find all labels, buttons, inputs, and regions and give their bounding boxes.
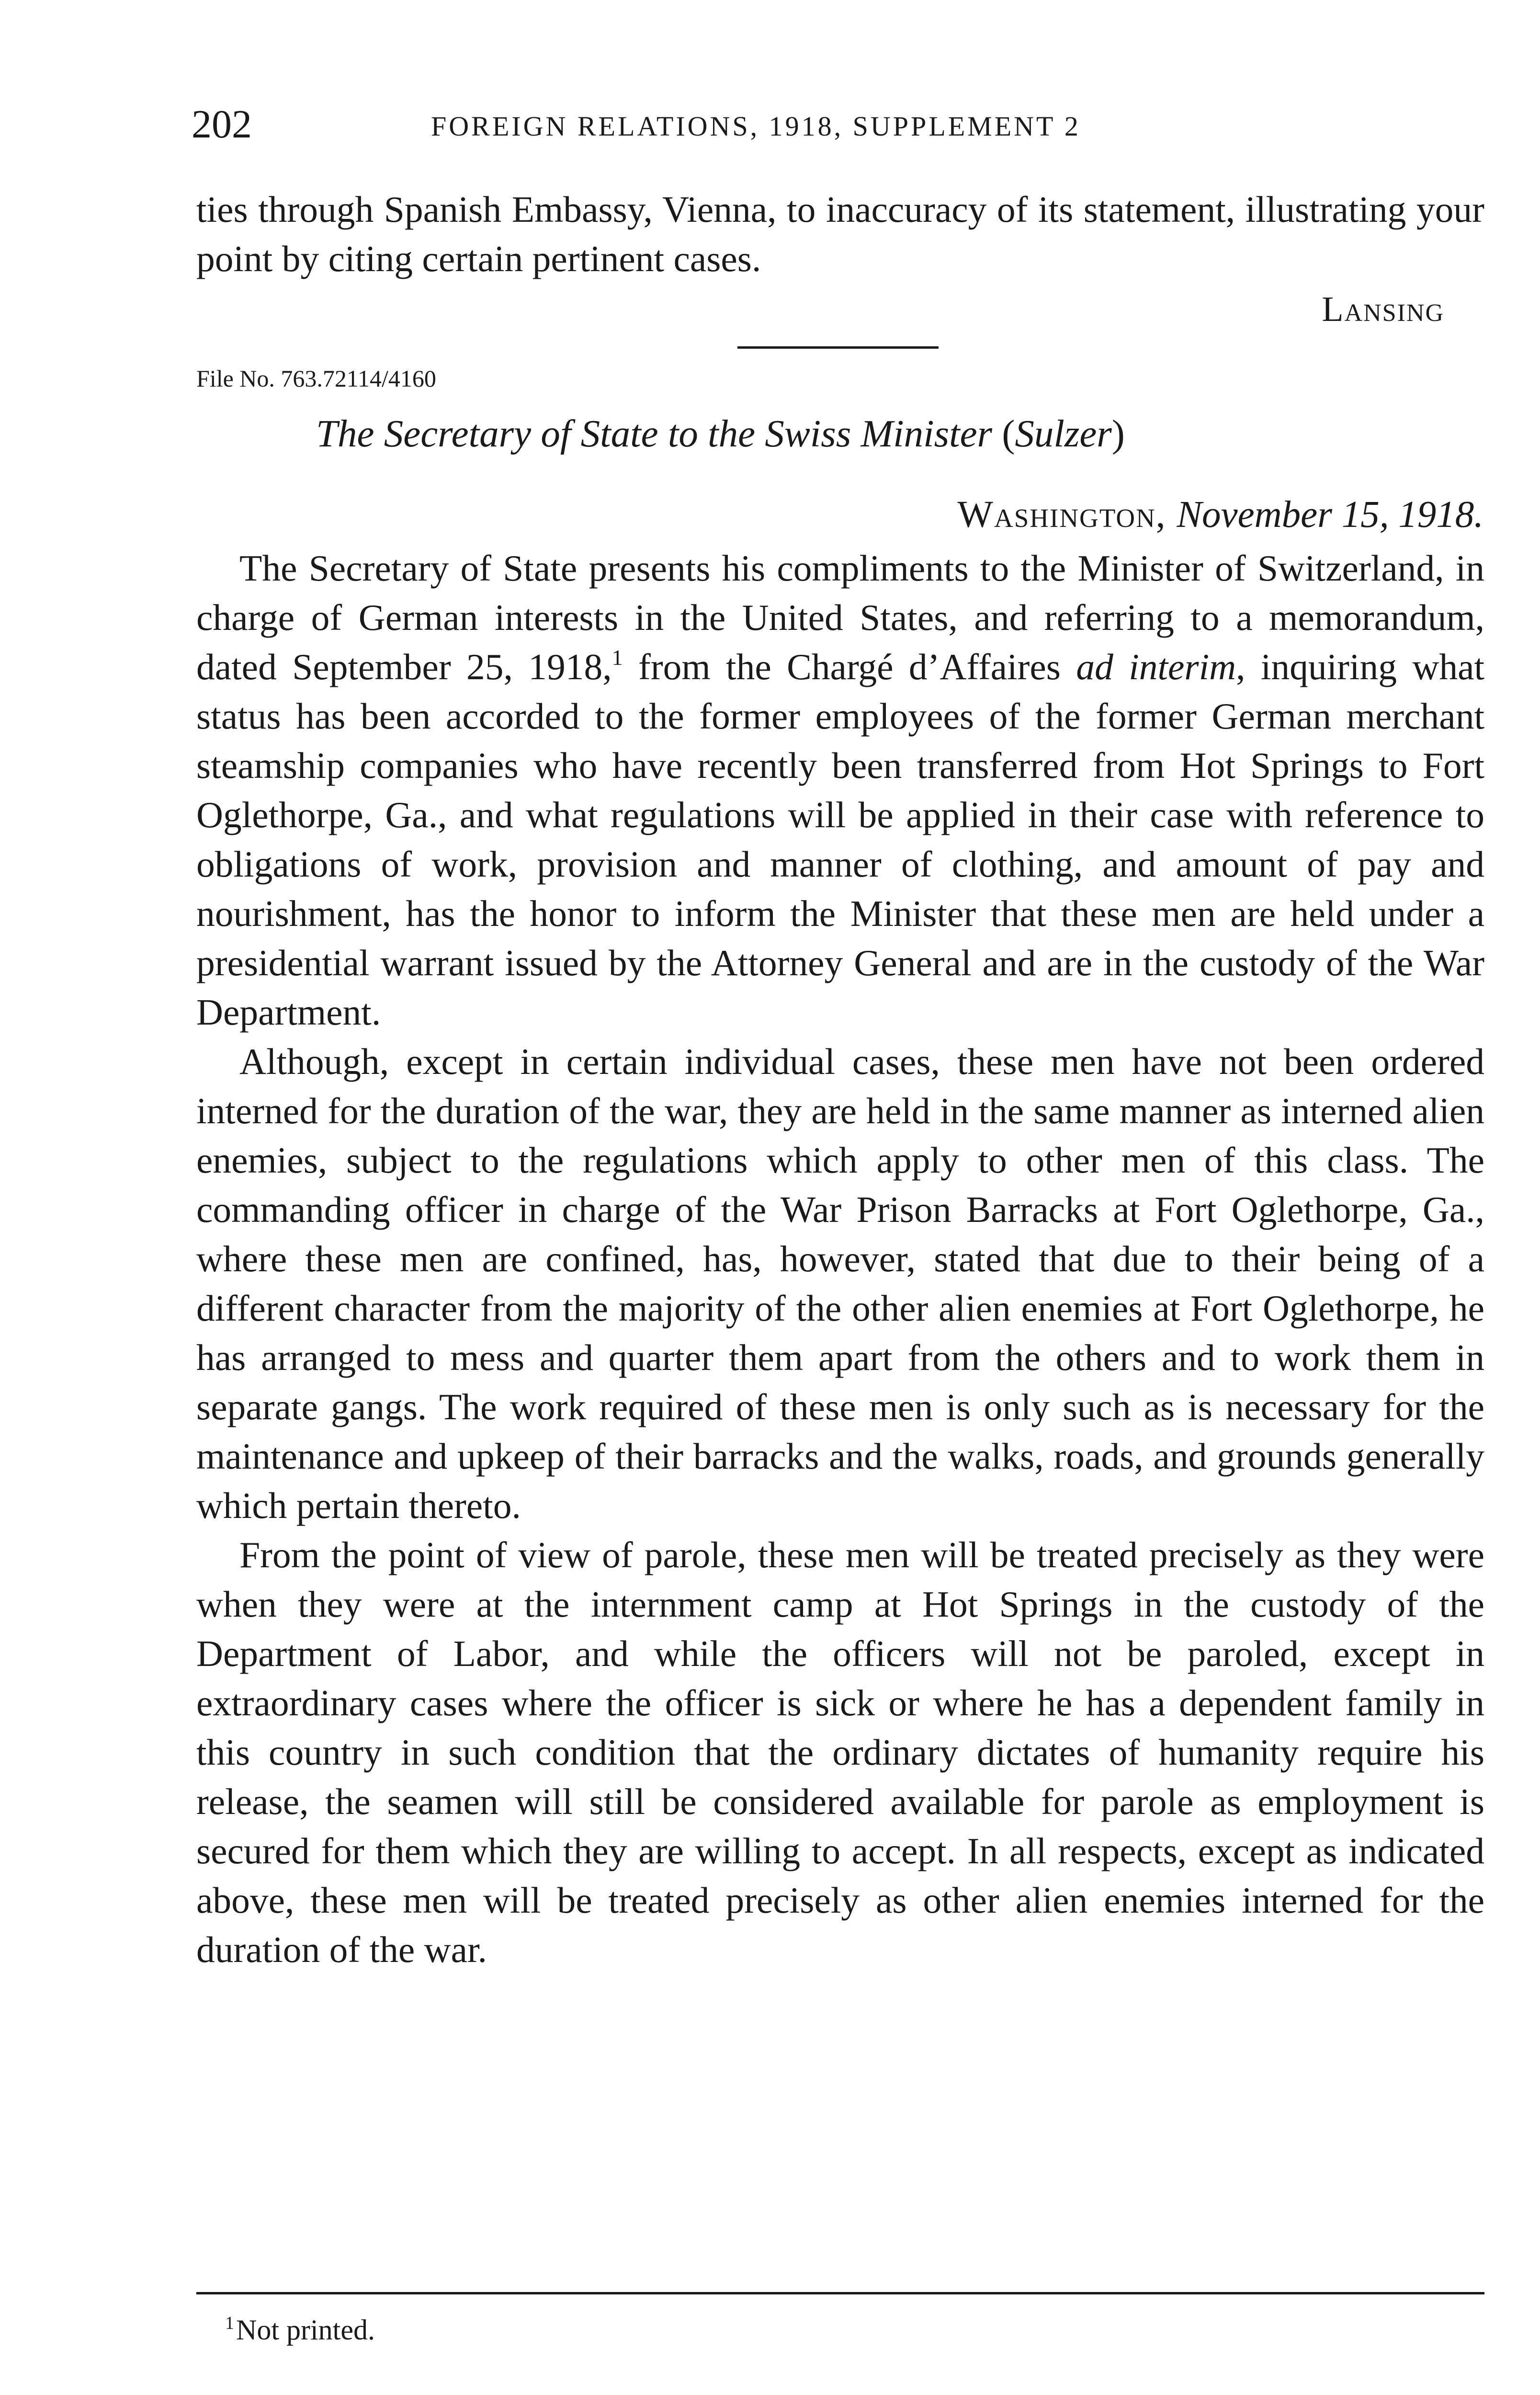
paragraph-2: Although, except in certain individual cases, these men have not been ordered interned for the duration of the war, they are held in the same manner as interned alien enemies, subject to the regulations which apply to other men of this class. The commanding officer in charge of the War Prison Barracks at Fort Oglethorpe, Ga., where these men are confined, has, however, stated that due to their being of a different character from the majority of the other alien enemies at Fort Oglethorpe, he has arranged to mess and quarter them apart from the others and to work them in separate gangs. The work required of these men is only such as is necessary for the maintenance and upkeep of their barracks and the walks, roads, and grounds generally which pertain thereto. <box>196 1041 1484 1526</box>
continuation-paragraph: ties through Spanish Embassy, Vienna, to inaccuracy of its statement, illustrating your point by citing certain pertinent cases. <box>196 189 1484 279</box>
signature: Lansing <box>1322 290 1444 329</box>
paragraph-1-italic: ad interim <box>1076 646 1236 687</box>
paragraph-1-part-a: The Secretary of State presents his compliments to the Minister of Switzerland, in charge of German interests in the United States, and referring to a memorandum, dated September 25, 1918, <box>196 547 1484 687</box>
letter-body <box>196 544 1484 1974</box>
footnote-text: Not printed. <box>236 2314 375 2346</box>
footnote-divider <box>196 2292 1484 2294</box>
page-number: 202 <box>192 102 252 147</box>
paragraph-3: From the point of view of parole, these men will be treated precisely as they were when they were at the internment camp at Hot Springs in the custody of the Department of Labor, and while the officers will not be paroled, except in extraordinary cases where the officer is sick or where he has a dependent family in this country in such condition that the ordinary dictates of humanity require his release, the seamen will still be considered available for parole as employment is secured for them which they are willing to accept. In all respects, except as indicated above, these men will be treated precisely as other alien enemies interned for the duration of the war. <box>196 1534 1484 1970</box>
continuation-text-block <box>196 185 1484 284</box>
title-main: The Secretary of State to the Swiss Minister <box>316 412 993 455</box>
paragraph-1 <box>196 544 1484 1037</box>
footnote <box>225 2302 375 2351</box>
section-divider <box>737 346 939 349</box>
title-paren-open: ( <box>992 412 1015 455</box>
paragraph-1-part-c: , inquiring what status has been accorded to the former employees of the former German merchant steamship companies who have recently been transferred from Hot Springs to Fort Oglethorpe, Ga., and what regulations will be applied in their case with reference to obligations of work, provision and manner of clothing, and amount of pay and nourishment, has the honor to inform the Minister that these men are held under a presidential warrant issued by the Attorney General and are in the custody of the War Department. <box>196 646 1485 1033</box>
running-title: FOREIGN RELATIONS, 1918, SUPPLEMENT 2 <box>431 111 1081 142</box>
dateline <box>957 490 1483 540</box>
running-head <box>192 101 1484 153</box>
dateline-date: November 15, 1918. <box>1177 494 1483 536</box>
file-number: File No. 763.72114/4160 <box>196 365 436 392</box>
title-minister-name: Sulzer <box>1015 412 1112 455</box>
paragraph-1-part-b: from the Chargé d’Affaires <box>623 646 1076 687</box>
footnote-mark: 1 <box>225 2313 234 2333</box>
title-paren-close: ) <box>1111 412 1125 455</box>
document-title <box>316 407 1125 460</box>
footnote-reference: 1 <box>611 645 623 670</box>
dateline-place: Washington, <box>957 494 1177 536</box>
